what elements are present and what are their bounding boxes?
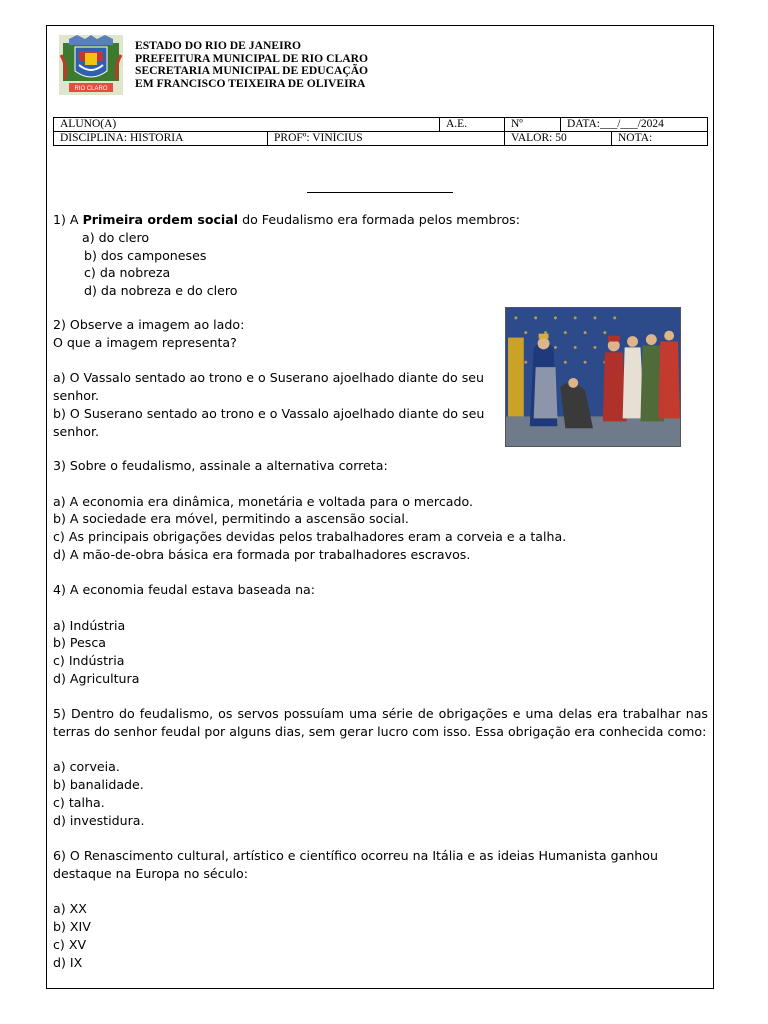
question-3-option-d[interactable]: d) A mão-de-obra básica era formada por trabalhadores escravos. [53, 546, 471, 562]
question-3-option-a[interactable]: a) A economia era dinâmica, monetária e voltada para o mercado. [53, 493, 473, 509]
question-1-option-c[interactable]: c) da nobreza [84, 265, 171, 281]
question-6 [53, 847, 708, 972]
question-3-text: 3) Sobre o feudalismo, assinale a alternativa correta: [53, 458, 388, 473]
question-5-option-b[interactable]: b) banalidade. [53, 777, 144, 793]
question-1-option-b[interactable]: b) dos camponeses [84, 247, 207, 263]
municipal-crest-logo [59, 35, 123, 95]
value-field: VALOR: 50 [505, 132, 612, 146]
question-1 [53, 211, 708, 300]
question-3-option-c[interactable]: c) As principais obrigações devidas pelos trabalhadores eram a corveia e a talha. [53, 529, 567, 545]
question-3-option-b[interactable]: b) A sociedade era móvel, permitindo a ascensão social. [53, 511, 409, 527]
question-6-option-d[interactable]: d) IX [53, 954, 83, 970]
question-5-option-d[interactable]: d) investidura. [53, 812, 145, 828]
question-3 [53, 457, 708, 564]
header-state: ESTADO DO RIO DE JANEIRO [135, 39, 301, 52]
question-6-option-a[interactable]: a) XX [53, 901, 87, 917]
question-1-option-a[interactable]: a) do clero [82, 229, 150, 245]
question-1-option-d[interactable]: d) da nobreza e do clero [84, 283, 238, 299]
question-4-option-c[interactable]: c) Indústria [53, 653, 125, 669]
question-4 [53, 581, 708, 688]
medieval-homage-painting [505, 307, 681, 447]
grade-field[interactable]: NOTA: [612, 132, 708, 146]
teacher-field: PROFº: VINÍCIUS [268, 132, 505, 146]
header-prefecture: PREFEITURA MUNICIPAL DE RIO CLARO [135, 51, 368, 65]
question-2-line-2: O que a imagem representa? [53, 334, 237, 350]
question-5-text: 5) Dentro do feudalismo, os servos possuíam uma série de obrigações e uma delas era trabalhar nas terras do senhor feudal por alguns dias, sem gerar lucro com isso. Essa obrigação era conhecida como: [53, 706, 708, 739]
question-4-option-a[interactable]: a) Indústria [53, 617, 126, 633]
crest-banner-text: RIO CLARO [74, 86, 108, 92]
question-5 [53, 705, 708, 830]
student-name-field[interactable]: ALUNO(A) [54, 118, 440, 132]
title-underline [307, 192, 453, 193]
number-field[interactable]: Nº [505, 118, 561, 132]
question-2-line-1: 2) Observe a imagem ao lado: [53, 317, 245, 332]
question-2-option-a[interactable]: a) O Vassalo sentado ao trono e o Suserano ajoelhado diante do seu senhor. [53, 370, 485, 404]
date-field[interactable]: DATA:___/___/2024 [561, 118, 708, 132]
question-4-option-d[interactable]: d) Agricultura [53, 670, 140, 686]
question-6-option-b[interactable]: b) XIV [53, 919, 91, 935]
header-school: EM FRANCISCO TEIXEIRA DE OLIVEIRA [135, 76, 366, 90]
question-4-option-b[interactable]: b) Pesca [53, 635, 107, 651]
question-6-option-c[interactable]: c) XV [53, 936, 87, 952]
ae-field[interactable]: A.E. [440, 118, 505, 132]
school-header [135, 40, 368, 90]
student-info-table [53, 117, 708, 146]
question-2-option-b[interactable]: b) O Suserano sentado ao trono e o Vassalo ajoelhado diante do seu senhor. [53, 405, 485, 439]
question-4-text: 4) A economia feudal estava baseada na: [53, 582, 316, 597]
subject-field: DISCIPLINA: HISTORIA [54, 132, 268, 146]
question-2 [53, 316, 493, 441]
question-1-text: 1) A Primeira ordem social do Feudalismo era formada pelos membros: [53, 212, 520, 227]
question-5-option-c[interactable]: c) talha. [53, 794, 105, 810]
header-secretariat: SECRETARIA MUNICIPAL DE EDUCAÇÃO [135, 64, 369, 78]
question-6-text: 6) O Renascimento cultural, artístico e científico ocorreu na Itália e as ideias Humanista ganhou destaque na Europa no século: [53, 848, 658, 881]
question-5-option-a[interactable]: a) corveia. [53, 759, 120, 775]
